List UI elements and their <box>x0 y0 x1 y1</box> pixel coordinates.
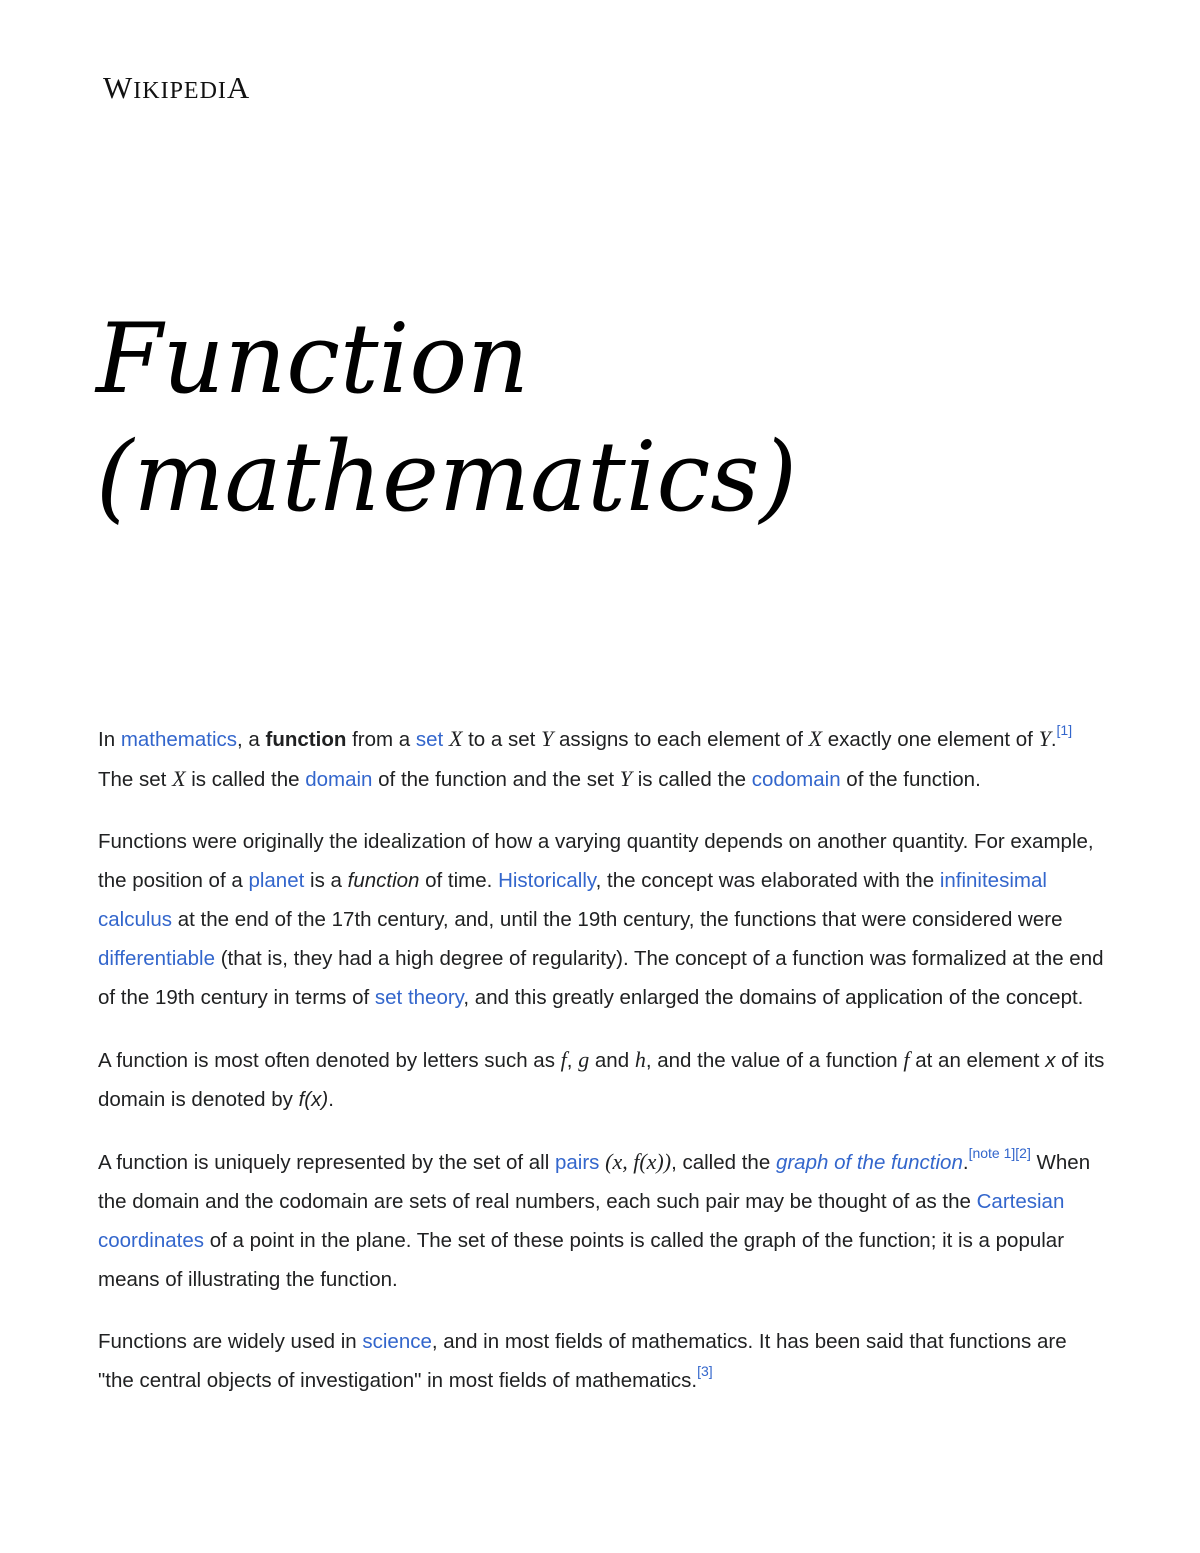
term-function: function <box>265 728 347 751</box>
link-historically[interactable]: Historically <box>498 869 596 892</box>
note-1[interactable]: [note 1] <box>968 1145 1016 1161</box>
citation-1[interactable]: [1] <box>1056 722 1073 738</box>
link-infinitesimal-calculus[interactable]: infinitesimal calculus <box>98 869 1047 931</box>
link-differentiable[interactable]: differentiable <box>98 947 216 970</box>
link-set-theory[interactable]: set theory <box>374 986 464 1009</box>
link-graph-of-function[interactable]: graph of the function <box>775 1151 963 1174</box>
citation-2[interactable]: [2] <box>1015 1145 1031 1161</box>
link-pairs[interactable]: pairs <box>554 1151 600 1174</box>
wikipedia-wordmark[interactable]: WIKIPEDIA <box>103 70 251 105</box>
link-science[interactable]: science <box>362 1330 432 1353</box>
link-domain[interactable]: domain <box>305 768 373 791</box>
paragraph-intro: In mathematics, a function from a set X to a set Y assigns to each element of X exactly one element of Y.[1] The set X is called the domain of the function and the set Y is called the codomain of the function. <box>98 722 1073 791</box>
paragraph-graph: A function is uniquely represented by the set of all pairs (x, f(x)), called the graph of the function.[note 1][2] When the domain and the codomain are sets of real numbers, each such pair may be thought of as the Cartesian coordinates of a point in the plane. The set of these points is called the graph of the function; it is a popular means of illustrating the function. <box>98 1145 1091 1291</box>
paragraph-uses: Functions are widely used in science, and in most fields of mathematics. It has been said that functions are "the central objects of investigation" in most fields of mathematics.[3] <box>98 1330 1067 1392</box>
citation-3[interactable]: [3] <box>697 1363 713 1379</box>
link-set[interactable]: set <box>415 728 444 751</box>
paragraph-notation: A function is most often denoted by letters such as f, g and h, and the value of a function f at an element x of its domain is denoted by f(x). <box>98 1047 1105 1111</box>
page-title: Function (mathematics) <box>96 303 797 533</box>
link-codomain[interactable]: codomain <box>751 768 841 791</box>
link-mathematics[interactable]: mathematics <box>120 728 238 751</box>
article-body <box>98 719 1108 1423</box>
link-cartesian-coordinates[interactable]: Cartesian coordinates <box>98 1190 1065 1252</box>
paragraph-history: Functions were originally the idealization of how a varying quantity depends on another quantity. For example, the position of a planet is a function of time. Historically, the concept was elaborated with the infinitesimal calculus at the end of the 17th century, and, until the 19th century, the functions that were considered were differentiable (that is, they had a high degree of regularity). The concept of a function was formalized at the end of the 19th century in terms of set theory, and this greatly enlarged the domains of application of the concept. <box>98 830 1104 1009</box>
link-planet[interactable]: planet <box>248 869 305 892</box>
